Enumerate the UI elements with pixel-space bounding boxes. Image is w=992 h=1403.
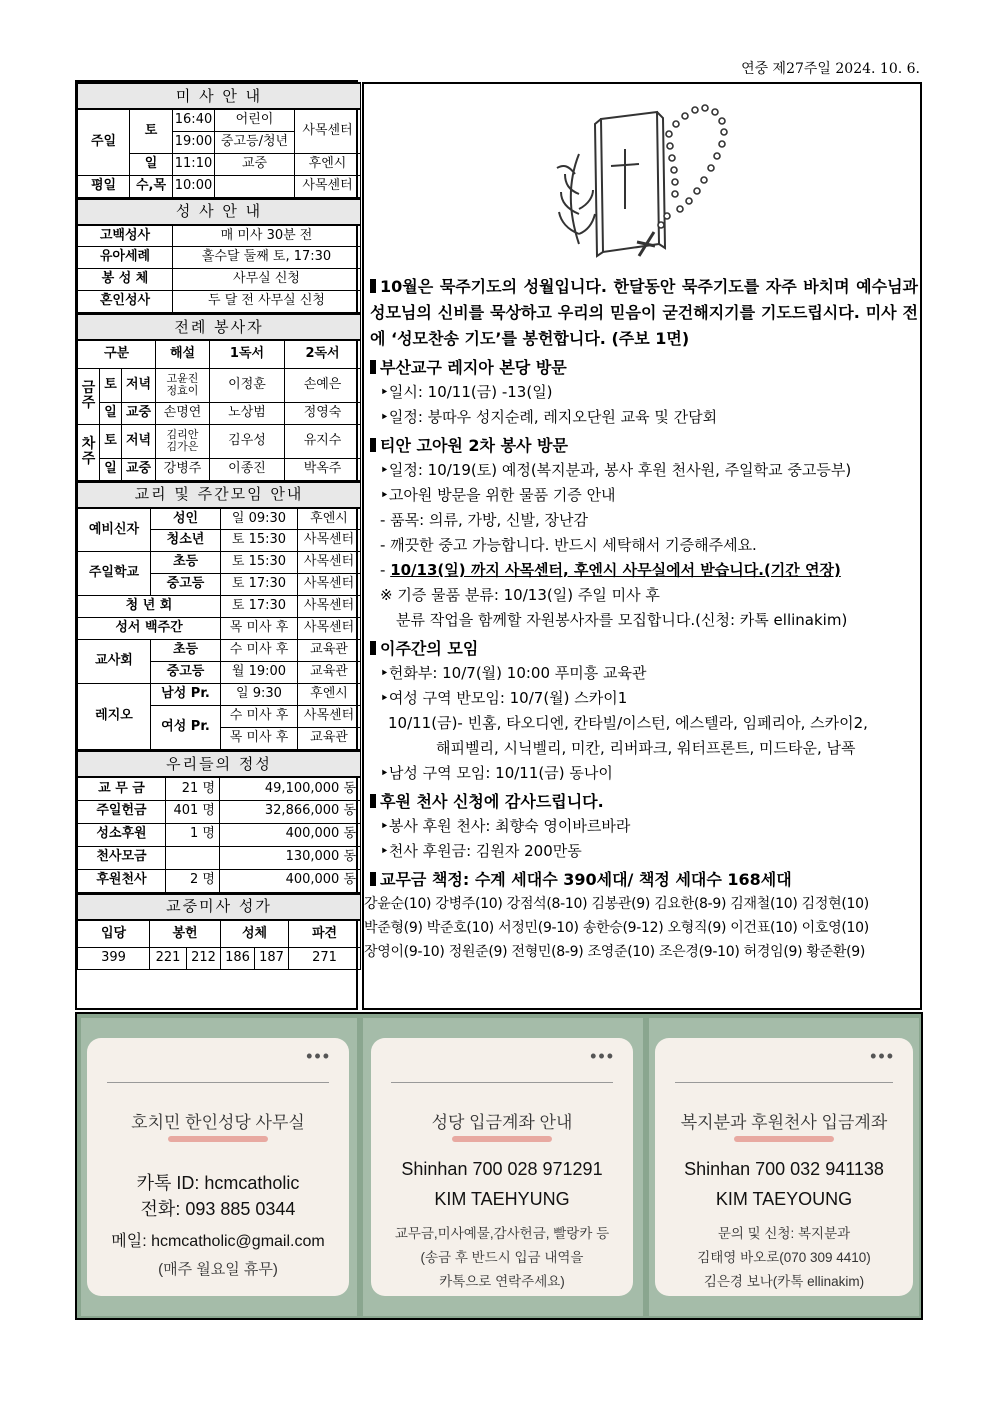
notice-heading-text: 교무금 책정: 수계 세대수 390세대/ 책정 세대수 168세대 [380, 870, 792, 889]
card-line: 문의 및 신청: 복지분과 [717, 1226, 851, 1241]
server-name: 박옥주 [285, 458, 361, 480]
group-place: 사목센터 [298, 618, 361, 640]
group-label: 청소년 [151, 530, 221, 552]
welfare-account-card [655, 1038, 913, 1296]
mass-time: 11:10 [173, 153, 215, 175]
notice-heading [370, 867, 918, 892]
server-name: 강병주 [156, 458, 210, 480]
mass-who: 교중 [215, 153, 295, 175]
hymn-number: 221 [150, 948, 187, 970]
hymn-head: 파견 [289, 920, 361, 948]
bullet-square-icon [370, 794, 376, 808]
more-dots-icon: ••• [590, 1046, 615, 1066]
notice-line: 분류 작업을 함께할 자원봉사자를 모집합니다.(신청: 카톡 ellinakim) [396, 611, 848, 629]
group-place: 사목센터 [298, 530, 361, 552]
mass-time: 16:40 [173, 109, 215, 131]
group-time: 토 15:30 [221, 530, 298, 552]
mass-time: 10:00 [173, 175, 215, 197]
card-panel [649, 1018, 919, 1316]
notice-line [370, 558, 918, 583]
decorative-underline [734, 1136, 834, 1142]
server-name: 손명연 [156, 402, 210, 424]
card-line: (매주 월요일 휴무) [158, 1261, 278, 1278]
group-label: 중고등 [151, 662, 221, 684]
offering-count [166, 846, 220, 869]
sun-label: 일 [100, 458, 122, 480]
decorative-underline [168, 1136, 268, 1142]
group-place: 사목센터 [298, 574, 361, 596]
evening-label: 저녁 [122, 368, 156, 402]
mass-place: 후엔시 [295, 153, 361, 175]
notice-intro-text: 10월은 묵주기도의 성월입니다. 한달동안 묵주기도를 자주 바치며 예수님과 성모님의 신비를 묵상하고 우리의 믿음이 굳건해지기를 기도드립시다. 미사 전에 ‘성모찬송 기도’를 봉헌합니다. (주보 1면) [370, 277, 918, 348]
next-week-label: 차주 [78, 424, 100, 480]
group-time: 토 17:30 [221, 574, 298, 596]
bullet-square-icon [370, 872, 376, 886]
wed-thu-label: 수,목 [130, 175, 173, 197]
group-label: 중고등 [151, 574, 221, 596]
offering-name: 천사모금 [78, 846, 166, 869]
card-panel [81, 1018, 357, 1316]
mass-table [77, 82, 361, 198]
more-dots-icon: ••• [306, 1046, 331, 1066]
group-label: 청 년 회 [78, 596, 221, 618]
offering-count: 401 명 [166, 800, 220, 823]
server-name: 김리안 김가은 [156, 424, 210, 458]
sun-label: 일 [130, 153, 173, 175]
notice-heading-text: 후원 천사 신청에 감사드립니다. [380, 792, 604, 811]
sacrament-name: 고백성사 [78, 225, 173, 247]
hymn-number: 212 [187, 948, 221, 970]
decorative-underline [452, 1136, 552, 1142]
group-time: 목 미사 후 [221, 728, 298, 750]
mass-place: 사목센터 [295, 175, 361, 197]
sacrament-info: 홀수달 둘째 토, 17:30 [173, 247, 361, 269]
offering-amount: 130,000 동 [220, 846, 361, 869]
offering-amount: 400,000 동 [220, 869, 361, 892]
mass-empty [215, 175, 295, 197]
doctrine-title: 교리 및 주간모임 안내 [78, 482, 361, 508]
group-place: 교육관 [298, 640, 361, 662]
group-place: 후엔시 [298, 508, 361, 530]
sat-label: 토 [130, 109, 173, 153]
bullet-square-icon [370, 279, 376, 293]
mass-who: 중고등/청년 [215, 131, 295, 153]
tithe-names-line: 박준형(9) 박준호(10) 서정민(9-10) 송한승(9-12) 오형직(9) 이건표(10) 이호영(10) [364, 920, 869, 936]
group-place: 사목센터 [298, 706, 361, 728]
hymn-head: 성체 [221, 920, 289, 948]
notice-line: ‣천사 후원금: 김원자 200만동 [380, 842, 582, 860]
notice-heading [370, 789, 918, 814]
notice-heading [370, 636, 918, 661]
servers-title: 전례 봉사자 [78, 314, 361, 340]
mass-place: 사목센터 [295, 109, 361, 153]
group-time: 토 17:30 [221, 596, 298, 618]
notice-line: 해피벨리, 시닉벨리, 미칸, 리버파크, 워터프론트, 미드타운, 남폭 [436, 739, 856, 757]
sacrament-info: 사무실 신청 [173, 269, 361, 291]
sacrament-name: 봉 성 체 [78, 269, 173, 291]
notice-line: ‣여성 구역 반모임: 10/7(월) 스카이1 [380, 689, 628, 707]
card-line: KIM TAEHYUNG [434, 1189, 570, 1209]
group-time: 일 9:30 [221, 684, 298, 706]
group-time: 일 09:30 [221, 508, 298, 530]
notice-line: 10/11(금)- 빈홈, 타오디엔, 칸타빌/이스턴, 에스텔라, 임페리아, 스카이2, [388, 714, 868, 732]
sat-label: 토 [100, 424, 122, 458]
notice-line: ‣일시: 10/11(금) -13(일) [380, 383, 553, 401]
offering-name: 성소후원 [78, 823, 166, 846]
servers-head: 1독서 [210, 340, 285, 368]
sunday-school-label: 주일학교 [78, 552, 151, 596]
left-info-column [75, 80, 358, 1010]
card-divider [675, 1082, 893, 1083]
sat-label: 토 [100, 368, 122, 402]
group-place: 후엔시 [298, 684, 361, 706]
notice-line: ※ 기증 물품 분류: 10/13(일) 주일 미사 후 [380, 586, 660, 604]
offering-count: 2 명 [166, 869, 220, 892]
hymn-number: 187 [255, 948, 289, 970]
group-place: 교육관 [298, 662, 361, 684]
card-line: 카톡 ID: hcmcatholic [136, 1173, 300, 1193]
card-line: 김은경 보나(카톡 ellinakim) [703, 1274, 865, 1289]
group-time: 수 미사 후 [221, 640, 298, 662]
card-line: 전화: 093 885 0344 [140, 1199, 296, 1219]
weekday-label: 평일 [78, 175, 130, 197]
bullet-square-icon [370, 641, 376, 655]
hymns-title: 교중미사 성가 [78, 894, 361, 920]
more-dots-icon: ••• [870, 1046, 895, 1066]
contact-cards-section [75, 1012, 923, 1320]
sacrament-name: 혼인성사 [78, 291, 173, 313]
tithe-names-line: 장영이(9-10) 정원준(9) 전형민(8-9) 조영준(10) 조은경(9-10) 허경임(9) 황준환(9) [364, 944, 866, 960]
servers-table [77, 313, 361, 481]
offering-amount: 32,866,000 동 [220, 800, 361, 823]
group-label: 여성 Pr. [151, 706, 221, 750]
group-time: 월 19:00 [221, 662, 298, 684]
group-label: 성인 [151, 508, 221, 530]
this-week-label: 금주 [78, 368, 100, 424]
offering-amount: 49,100,000 동 [220, 777, 361, 800]
doctrine-table [77, 481, 361, 751]
hymn-head: 봉헌 [150, 920, 221, 948]
offering-count: 21 명 [166, 777, 220, 800]
group-place: 사목센터 [298, 596, 361, 618]
sun-label: 일 [100, 402, 122, 424]
group-label: 남성 Pr. [151, 684, 221, 706]
group-label: 초등 [151, 552, 221, 574]
hymn-number: 271 [289, 948, 361, 970]
card-line: Shinhan 700 032 941138 [684, 1159, 884, 1179]
servers-head: 해설 [156, 340, 210, 368]
sacraments-title: 성 사 안 내 [78, 199, 361, 225]
group-time: 토 15:30 [221, 552, 298, 574]
card-line: 김태영 바오로(070 309 4410) [697, 1250, 871, 1265]
hymn-number: 399 [78, 948, 150, 970]
notice-item-rosary [370, 274, 918, 352]
bullet-square-icon [370, 360, 376, 374]
notice-list [364, 274, 918, 964]
notice-line: ‣일정: 붕따우 성지순례, 레지오단원 교육 및 간담회 [380, 408, 718, 426]
notice-heading-text: 이주간의 모임 [380, 639, 479, 658]
card-line: KIM TAEYOUNG [715, 1189, 853, 1209]
server-name: 이종진 [210, 458, 285, 480]
offering-count: 1 명 [166, 823, 220, 846]
notice-heading [370, 355, 918, 380]
hymns-table [77, 893, 361, 971]
sacraments-table [77, 198, 361, 314]
card-line: 메일: hcmcatholic@gmail.com [111, 1233, 325, 1250]
group-label: 성서 백주간 [78, 618, 221, 640]
hymn-head: 입당 [78, 920, 150, 948]
prebaptism-label: 예비신자 [78, 508, 151, 552]
notice-line: - 깨끗한 중고 가능합니다. 반드시 세탁해서 기증해주세요. [380, 536, 757, 554]
notice-heading-text: 티안 고아원 2차 봉사 방문 [380, 436, 568, 455]
sacrament-info: 매 미사 30분 전 [173, 225, 361, 247]
servers-head: 구분 [78, 340, 156, 368]
offering-name: 주일헌금 [78, 800, 166, 823]
server-name: 유지수 [285, 424, 361, 458]
server-name: 노상범 [210, 402, 285, 424]
notice-line: ‣헌화부: 10/7(월) 10:00 푸미흥 교육관 [380, 664, 647, 682]
group-place: 사목센터 [298, 552, 361, 574]
tithe-names-line: 강윤순(10) 강병주(10) 강점석(8-10) 김봉관(9) 김요한(8-9) 김재철(10) 김정현(10) [364, 896, 869, 912]
dash-text: - [380, 561, 391, 579]
card-divider [391, 1082, 613, 1083]
sacrament-name: 유아세례 [78, 247, 173, 269]
card-line: (송금 후 반드시 입금 내역을 [420, 1250, 584, 1265]
notice-line: ‣일정: 10/19(토) 예정(복지분과, 봉사 후원 천사원, 주일학교 중고등부) [380, 461, 852, 479]
evening-label: 저녁 [122, 424, 156, 458]
card-panel [363, 1018, 643, 1316]
main-mass-label: 교중 [122, 458, 156, 480]
offering-title: 우리들의 정성 [78, 751, 361, 777]
teachers-label: 교사회 [78, 640, 151, 684]
server-name: 김우성 [210, 424, 285, 458]
group-time: 목 미사 후 [221, 618, 298, 640]
mass-who: 어린이 [215, 109, 295, 131]
notice-line: ‣고아원 방문을 위한 물품 기증 안내 [380, 486, 616, 504]
legio-label: 레지오 [78, 684, 151, 750]
group-label: 초등 [151, 640, 221, 662]
deadline-text: 10/13(일) 까지 사목센터, 후엔시 사무실에서 받습니다.(기간 연장) [390, 561, 841, 579]
offering-table [77, 750, 361, 893]
servers-head: 2독서 [285, 340, 361, 368]
card-title: 성당 입금계좌 안내 [431, 1113, 573, 1132]
notices-panel [362, 82, 922, 1010]
sunday-label: 주일 [78, 109, 130, 175]
offering-name: 후원천사 [78, 869, 166, 892]
server-name: 고윤진 정효이 [156, 368, 210, 402]
mass-time: 19:00 [173, 131, 215, 153]
hymn-number: 186 [221, 948, 255, 970]
bullet-square-icon [370, 438, 376, 452]
card-divider [107, 1082, 329, 1083]
server-name: 정영숙 [285, 402, 361, 424]
card-title: 호치민 한인성당 사무실 [131, 1113, 305, 1132]
card-line: Shinhan 700 028 971291 [401, 1159, 603, 1179]
main-mass-label: 교중 [122, 402, 156, 424]
server-name: 이정훈 [210, 368, 285, 402]
offering-amount: 400,000 동 [220, 823, 361, 846]
rosary-bible-illustration [539, 94, 739, 264]
notice-heading [370, 433, 918, 458]
group-place: 교육관 [298, 728, 361, 750]
offering-name: 교 무 금 [78, 777, 166, 800]
card-title: 복지분과 후원천사 입금계좌 [680, 1113, 888, 1132]
sacrament-info: 두 달 전 사무실 신청 [173, 291, 361, 313]
office-card [87, 1038, 349, 1296]
card-line: 카톡으로 연락주세요) [439, 1274, 565, 1289]
server-name: 손예은 [285, 368, 361, 402]
church-account-card [371, 1038, 633, 1296]
notice-line: ‣봉사 후원 천사: 최향숙 영이바르바라 [380, 817, 631, 835]
notice-line: - 품목: 의류, 가방, 신발, 장난감 [380, 511, 589, 529]
notice-heading-text: 부산교구 레지아 본당 방문 [380, 358, 567, 377]
bulletin-date: 연중 제27주일 2024. 10. 6. [741, 61, 920, 77]
notice-line: ‣남성 구역 모임: 10/11(금) 동나이 [380, 764, 613, 782]
mass-title: 미 사 안 내 [78, 83, 361, 109]
group-time: 수 미사 후 [221, 706, 298, 728]
card-line: 교무금,미사예물,감사헌금, 빨랑카 등 [394, 1226, 610, 1241]
